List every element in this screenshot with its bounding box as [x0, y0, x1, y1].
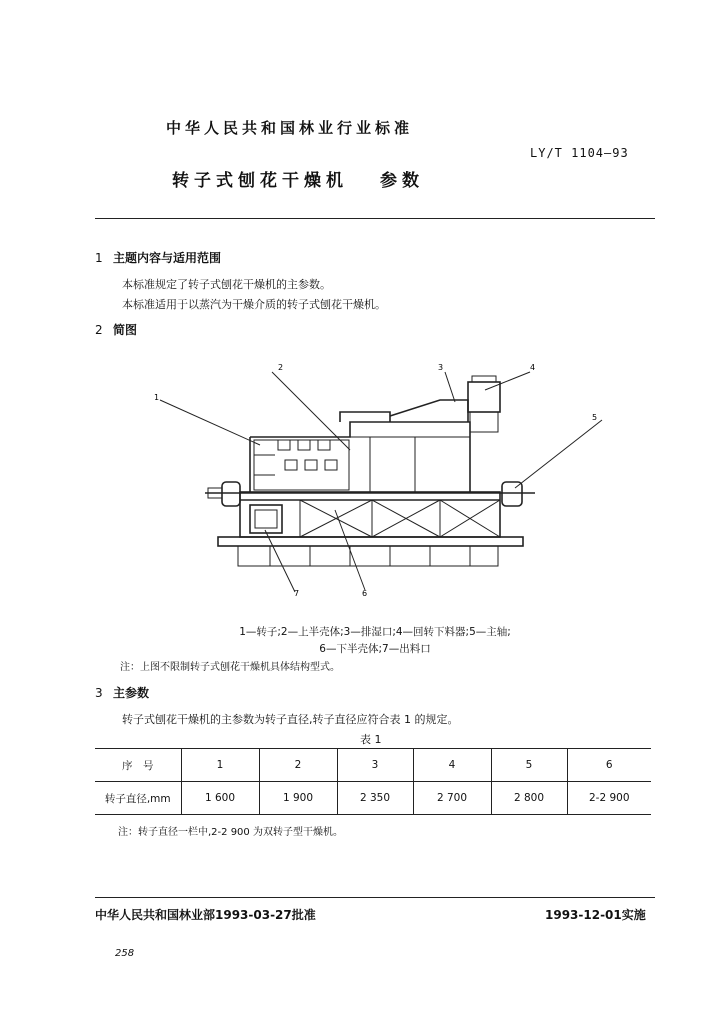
callout-5: 5	[592, 413, 598, 422]
figure-caption-line-2: 6—下半壳体;7—出料口	[319, 643, 431, 655]
callout-6: 6	[362, 589, 368, 598]
table-title: 表 1	[360, 733, 382, 746]
section-3-intro: 转子式刨花干燥机的主参数为转子直径,转子直径应符合表 1 的规定。	[122, 713, 459, 726]
callout-1: 1	[154, 393, 160, 402]
table-note: 注：转子直径一栏中,2-2 900 为双转子型干燥机。	[118, 827, 343, 838]
callout-4: 4	[530, 363, 536, 372]
approval-line: 中华人民共和国林业部1993-03-27批准	[95, 908, 316, 922]
rotor	[254, 440, 349, 490]
dryer-diagram	[150, 360, 620, 600]
page-number: 258	[115, 948, 135, 959]
section-2-heading	[95, 321, 137, 338]
parameter-table	[95, 748, 651, 815]
footer-rule	[95, 897, 655, 898]
section-1-number: 1	[95, 251, 103, 265]
table-cell: 6	[567, 749, 651, 782]
table-header-cell: 序 号	[95, 749, 181, 782]
table-row	[95, 782, 651, 815]
table-row	[95, 749, 651, 782]
standard-code: LY/T 1104—93	[530, 146, 629, 160]
table-cell: 5	[491, 749, 567, 782]
table-cell: 3	[337, 749, 413, 782]
effective-date: 1993-12-01实施	[545, 908, 646, 922]
table-cell: 2 700	[413, 782, 491, 815]
section-3-number: 3	[95, 686, 103, 700]
table-cell: 2-2 900	[588, 792, 630, 804]
left-bearing	[222, 482, 240, 506]
exhaust-port	[390, 400, 468, 422]
section-1-line-1: 本标准规定了转子式刨花干燥机的主参数。	[122, 278, 331, 291]
lower-shell	[240, 492, 500, 537]
right-bearing	[502, 482, 522, 506]
section-1-heading	[95, 249, 221, 266]
table-cell: 2	[259, 749, 337, 782]
table-cell: 1 900	[259, 782, 337, 815]
document-title-main: 转子式刨花干燥机	[172, 171, 348, 191]
table-cell: 2 800	[491, 782, 567, 815]
section-1-line-2: 本标准适用于以蒸汽为干燥介质的转子式刨花干燥机。	[122, 298, 386, 311]
rotary-feeder	[468, 382, 500, 412]
table-cell: 1	[181, 749, 259, 782]
document-title-sub: 参数	[380, 171, 424, 191]
callout-7: 7	[294, 589, 300, 598]
table-header-cell: 转子直径,mm	[95, 782, 181, 815]
header-rule	[95, 218, 655, 219]
figure-caption-line-1: 1—转子;2—上半壳体;3—排湿口;4—回转下料器;5—主轴;	[239, 626, 511, 638]
document-title	[172, 166, 424, 191]
section-2-number: 2	[95, 323, 103, 337]
table-cell: 1 600	[181, 782, 259, 815]
callout-2: 2	[278, 363, 284, 372]
callout-3: 3	[438, 363, 444, 372]
table-cell: 2 350	[337, 782, 413, 815]
section-3-title: 主参数	[113, 686, 150, 700]
section-1-title: 主题内容与适用范围	[113, 251, 222, 265]
section-3-heading	[95, 684, 149, 701]
base-beam	[218, 537, 523, 546]
figure-note: 注：上图不限制转子式刨花干燥机具体结构型式。	[120, 662, 340, 673]
org-title: 中华人民共和国林业行业标准	[166, 119, 414, 137]
foundation	[238, 546, 498, 566]
table-cell: 4	[413, 749, 491, 782]
upper-shell	[250, 422, 470, 492]
section-2-title: 简图	[113, 323, 138, 337]
